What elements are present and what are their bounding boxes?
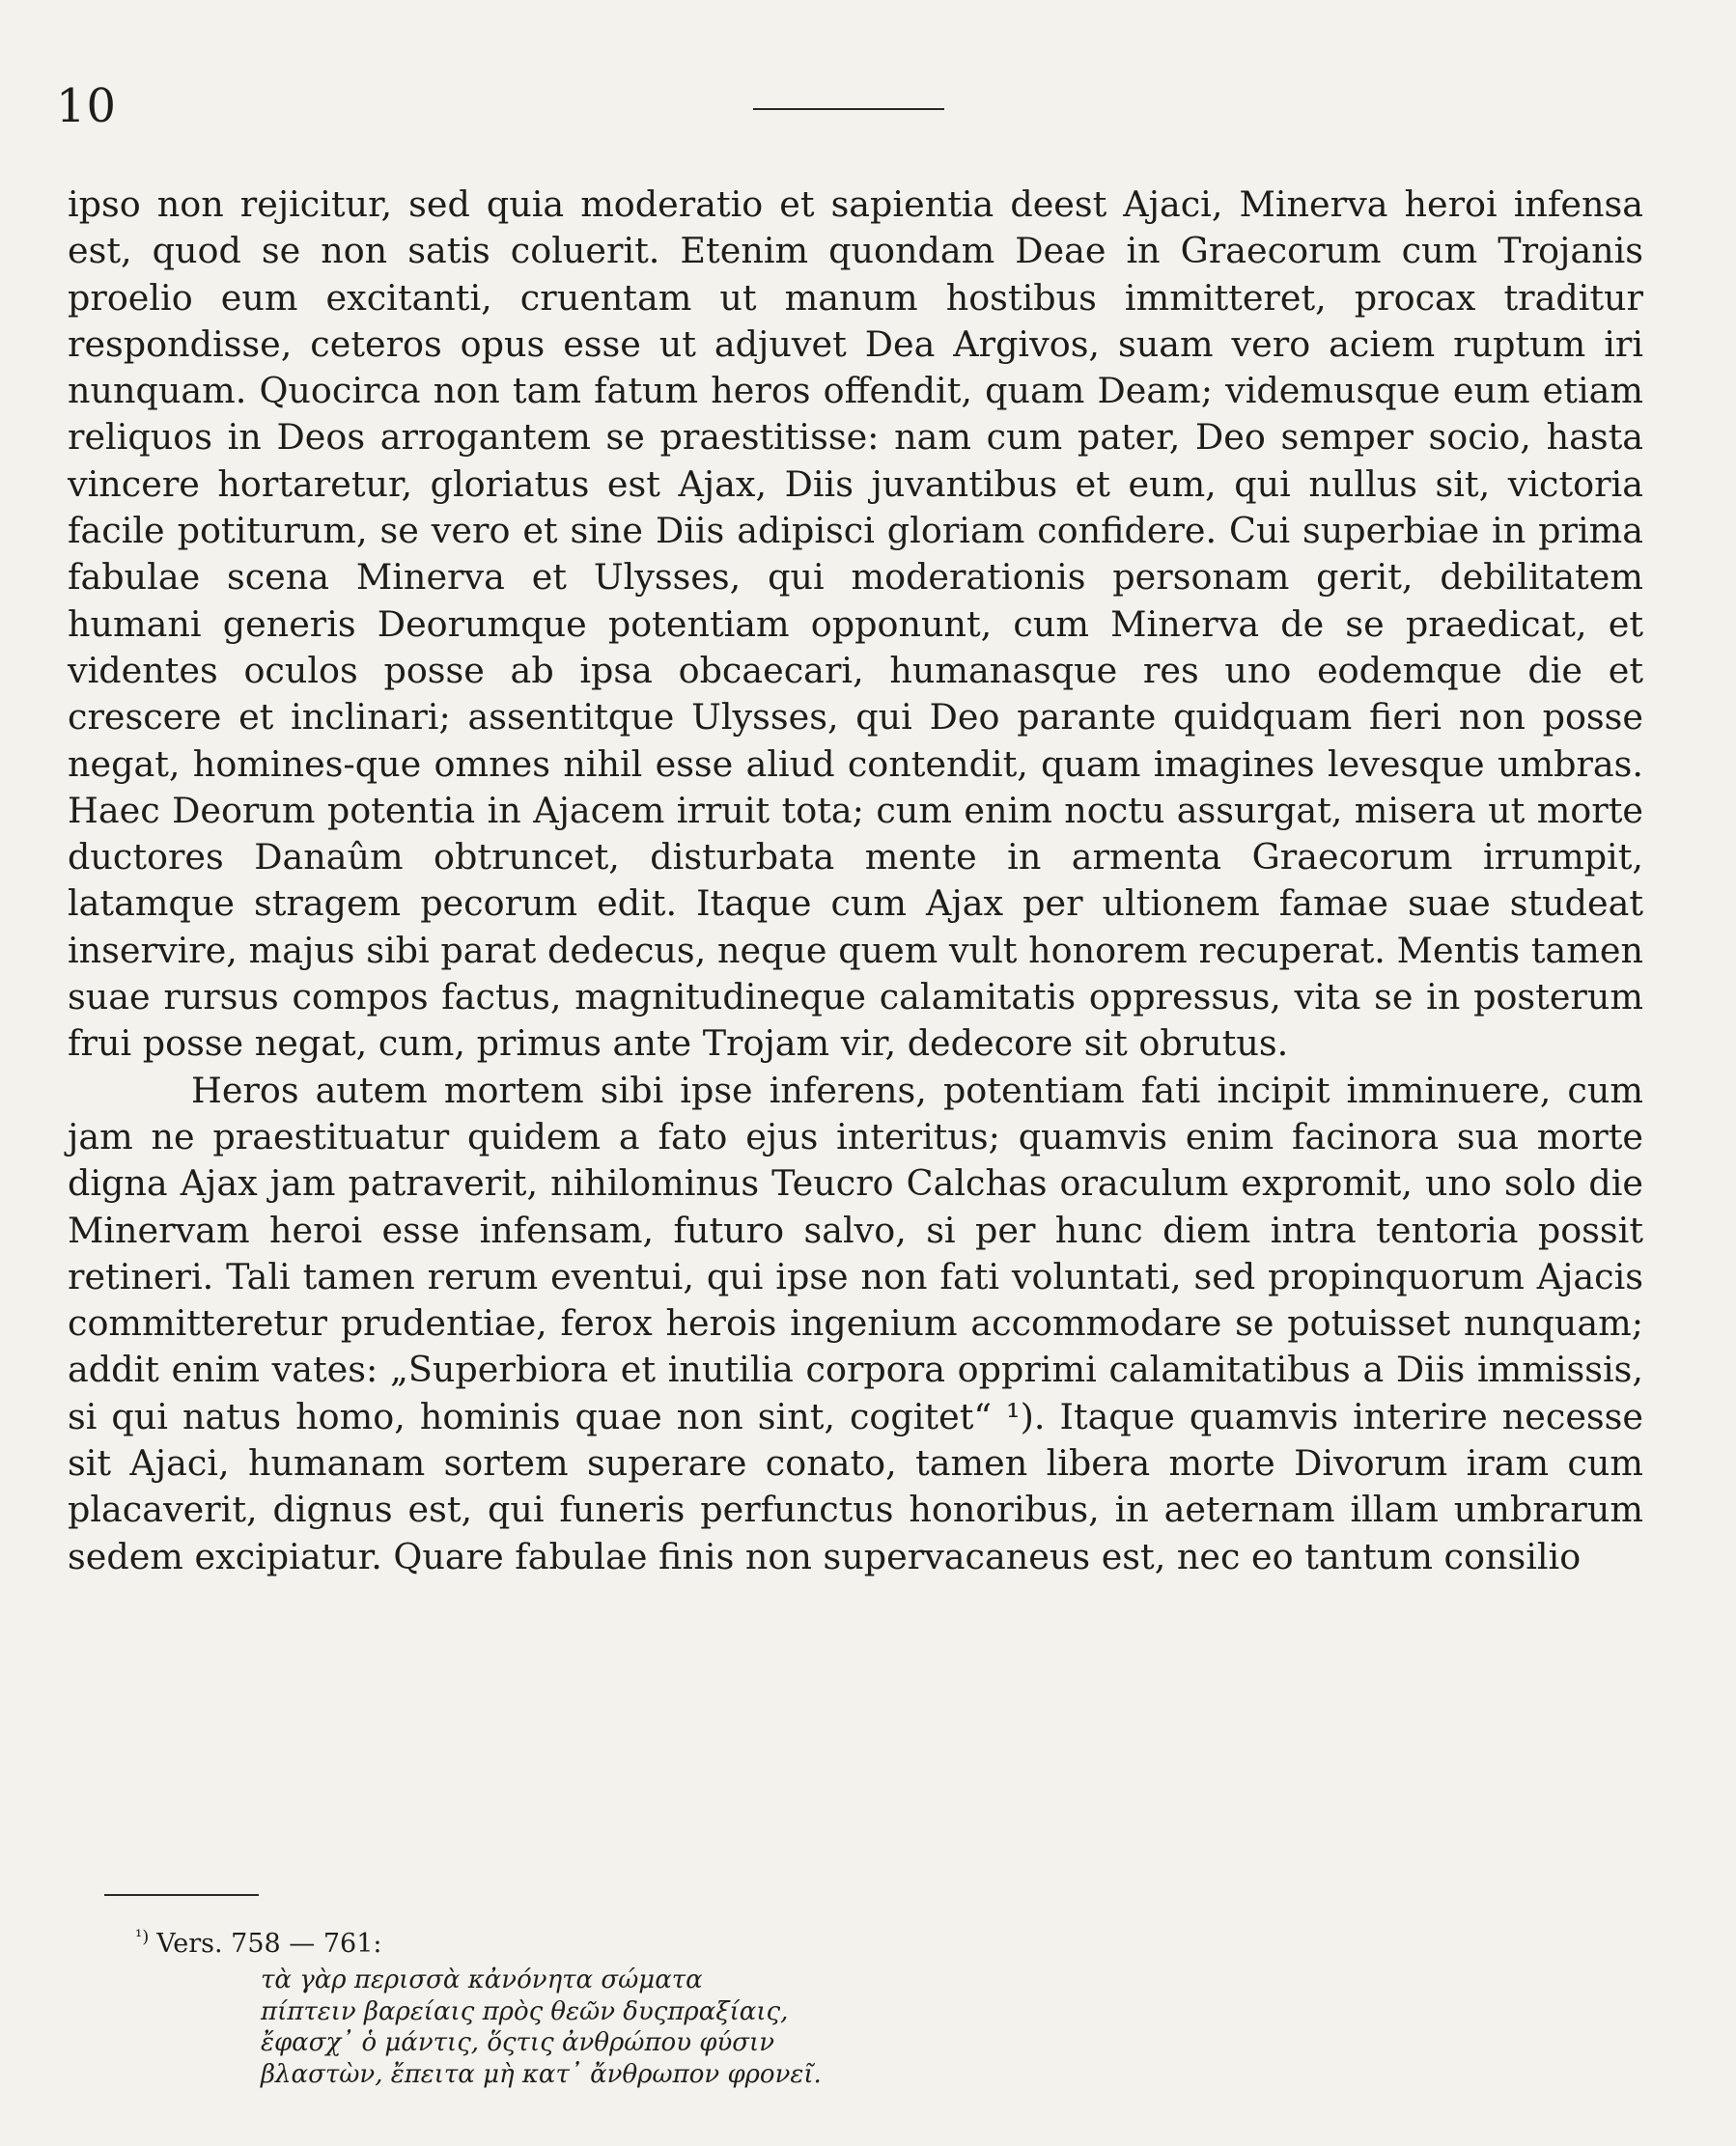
footnote-marker: ¹) [135, 1927, 150, 1947]
greek-quotation [261, 1965, 1487, 2090]
body-text [68, 181, 1643, 1580]
greek-line: τὰ γὰρ περισσὰ κἀνόνητα σώματα [261, 1965, 703, 1994]
footnote-rule [104, 1894, 259, 1896]
header-rule [753, 108, 944, 110]
paragraph-2: Heros autem mortem sibi ipse inferens, potentiam fati incipit imminuere, cum jam ne praestituatur quidem a fato ejus interitus; quamvis enim facinora sua morte digna Ajax jam patraverit, nihilominus Teucro Calchas oraculum expromit, uno solo die Minervam heroi esse infensam, futuro salvo, si per hunc diem intra tentoria possit retineri. Tali tamen rerum eventui, qui ipse non fati voluntati, sed propinquorum Ajacis committeretur prudentiae, ferox herois ingenium accommodare se potuisset nunquam; addit enim vates: „Superbiora et inutilia corpora opprimi calamitatibus a Diis immissis, si qui natus homo, hominis quae non sint, cogitet“ ¹). Itaque quamvis interire necesse sit Ajaci, humanam sortem superare conato, tamen libera morte Divorum iram cum placaverit, dignus est, qui funeris perfunctus honoribus, in aeternam illam umbrarum sedem excipiatur. Quare fabulae finis non supervacaneus est, nec eo tantum consilio [68, 1069, 1643, 1577]
page-number: 10 [56, 79, 118, 133]
footnote [135, 1921, 1487, 2090]
footnote-reference: Vers. 758 — 761: [156, 1929, 382, 1959]
footnote-reference-line [135, 1921, 1487, 1961]
paragraph-1: ipso non rejicitur, sed quia moderatio et sapientia deest Ajaci, Minerva heroi infensa est, quod se non satis coluerit. Etenim quondam Deae in Graecorum cum Trojanis proelio eum excitanti, cruentam ut manum hostibus immitteret, procax traditur respondisse, ceteros opus esse ut adjuvet Dea Argivos, suam vero aciem ruptum iri nunquam. Quocirca non tam fatum heros offendit, quam Deam; videmusque eum etiam reliquos in Deos arrogantem se praestitisse: nam cum pater, Deo semper socio, hasta vincere hortaretur, gloriatus est Ajax, Diis juvantibus et eum, qui nullus sit, victoria facile potiturum, se vero et sine Diis adipisci gloriam confidere. Cui superbiae in prima fabulae scena Minerva et Ulysses, qui moderationis personam gerit, debilitatem humani generis Deorumque potentiam opponunt, cum Minerva de se praedicat, et videntes oculos posse ab ipsa obcaecari, humanasque res uno eodemque die et crescere et inclinari; assentitque Ulysses, qui Deo parante quidquam fieri non posse negat, homines-que omnes nihil esse aliud contendit, quam imagines levesque umbras. Haec Deorum potentia in Ajacem irruit tota; cum enim noctu assurgat, misera ut morte ductores Danaûm obtruncet, disturbata mente in armenta Graecorum irrumpit, latamque stragem pecorum edit. Itaque cum Ajax per ultionem famae suae studeat inservire, majus sibi parat dedecus, neque quem vult honorem recuperat. Mentis tamen suae rursus compos factus, magnitudineque calamitatis oppressus, vita se in posterum frui posse negat, cum, primus ante Trojam vir, dedecore sit obrutus. [68, 183, 1643, 1065]
greek-line: ἔφασχ᾽ ὁ μάντις, ὅςτις ἀνθρώπου φύσιν [261, 2028, 775, 2057]
greek-line: βλαστὼν, ἔπειτα μὴ κατ᾽ ἄνθρωπον φρονεῖ. [261, 2059, 822, 2089]
greek-line: πίπτειν βαρείαις πρὸς θεῶν δυςπραξίαις, [261, 1996, 789, 2026]
